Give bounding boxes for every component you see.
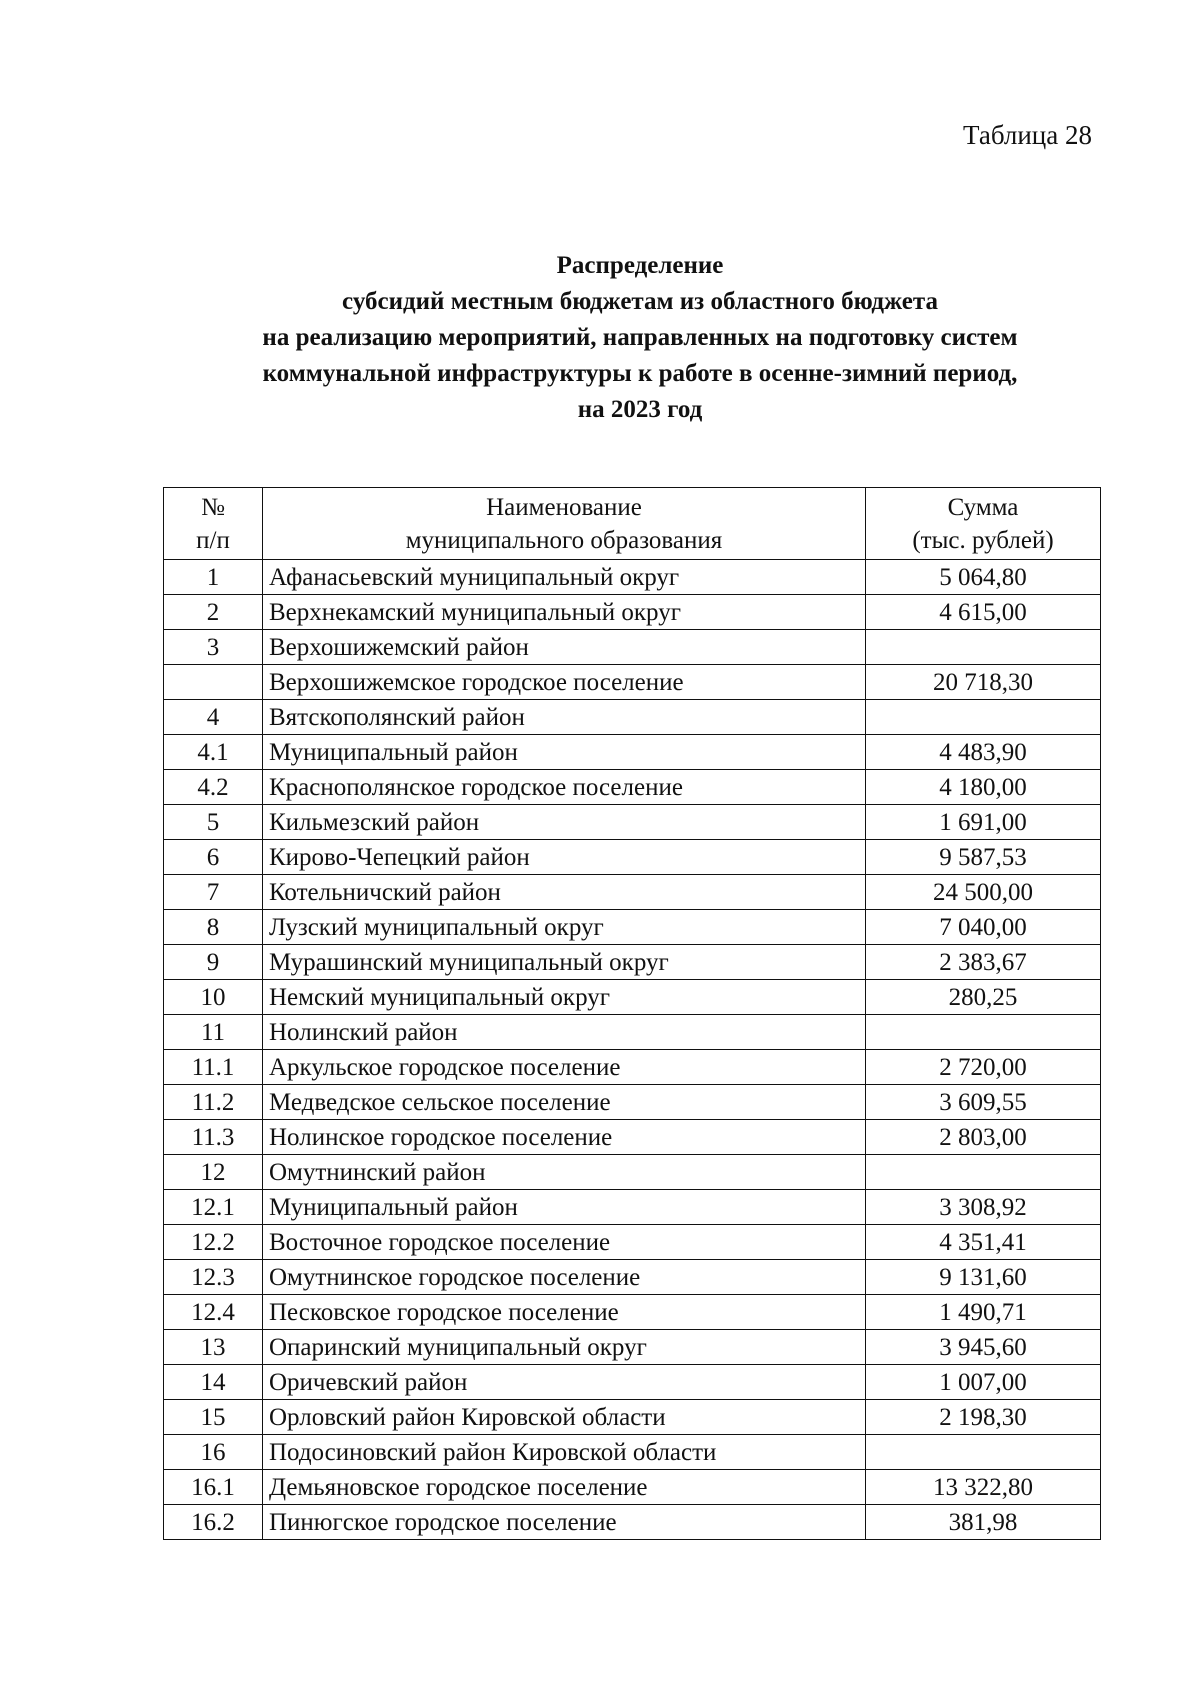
row-number-cell: 7 xyxy=(164,875,263,910)
subsidy-amount-cell: 2 383,67 xyxy=(866,945,1101,980)
header-line: Наименование xyxy=(486,493,642,521)
row-number-cell: 6 xyxy=(164,840,263,875)
municipality-name-cell: Пинюгское городское поселение xyxy=(263,1505,866,1540)
municipality-name-cell: Краснополянское городское поселение xyxy=(263,770,866,805)
municipality-name-cell: Вятскополянский район xyxy=(263,700,866,735)
row-number-cell: 8 xyxy=(164,910,263,945)
row-number-cell: 12.3 xyxy=(164,1260,263,1295)
subsidy-amount-cell: 24 500,00 xyxy=(866,875,1101,910)
municipality-name-cell: Нолинский район xyxy=(263,1015,866,1050)
heading-line: на 2023 год xyxy=(577,396,703,423)
row-number-cell: 2 xyxy=(164,595,263,630)
row-number-cell: 4.1 xyxy=(164,735,263,770)
subsidy-amount-cell: 9 131,60 xyxy=(866,1260,1101,1295)
row-number-cell: 16.2 xyxy=(164,1505,263,1540)
subsidy-amount-cell: 1 490,71 xyxy=(866,1295,1101,1330)
municipality-name-cell: Медведское сельское поселение xyxy=(263,1085,866,1120)
subsidy-amount-cell: 1 691,00 xyxy=(866,805,1101,840)
municipality-name-cell: Опаринский муниципальный округ xyxy=(263,1330,866,1365)
heading-line: на реализацию мероприятий, направленных на подготовку систем xyxy=(262,324,1018,351)
table-row xyxy=(164,980,1101,1015)
row-number-cell: 5 xyxy=(164,805,263,840)
table-row xyxy=(164,735,1101,770)
municipality-name-cell: Котельничский район xyxy=(263,875,866,910)
table-row xyxy=(164,1505,1101,1540)
table-row xyxy=(164,560,1101,595)
subsidy-amount-cell: 4 180,00 xyxy=(866,770,1101,805)
row-number-cell: 11 xyxy=(164,1015,263,1050)
municipality-name-cell: Восточное городское поселение xyxy=(263,1225,866,1260)
row-number-cell: 10 xyxy=(164,980,263,1015)
municipality-name-cell: Муниципальный район xyxy=(263,735,866,770)
row-number-cell: 13 xyxy=(164,1330,263,1365)
municipality-name-cell: Аркульское городское поселение xyxy=(263,1050,866,1085)
table-row xyxy=(164,630,1101,665)
table-row xyxy=(164,1225,1101,1260)
municipality-name-cell: Немский муниципальный округ xyxy=(263,980,866,1015)
subsidy-amount-cell xyxy=(866,630,1101,665)
row-number-cell: 4.2 xyxy=(164,770,263,805)
table-row xyxy=(164,1470,1101,1505)
subsidy-amount-cell: 7 040,00 xyxy=(866,910,1101,945)
municipality-name-cell: Подосиновский район Кировской области xyxy=(263,1435,866,1470)
row-number-cell: 11.1 xyxy=(164,1050,263,1085)
subsidy-amount-cell: 20 718,30 xyxy=(866,665,1101,700)
document-heading xyxy=(160,248,1120,428)
municipality-name-cell: Муниципальный район xyxy=(263,1190,866,1225)
row-number-cell xyxy=(164,665,263,700)
municipality-name-cell: Мурашинский муниципальный округ xyxy=(263,945,866,980)
subsidy-amount-cell: 1 007,00 xyxy=(866,1365,1101,1400)
table-row xyxy=(164,945,1101,980)
municipality-name-cell: Нолинское городское поселение xyxy=(263,1120,866,1155)
municipality-name-cell: Лузский муниципальный округ xyxy=(263,910,866,945)
municipality-name-cell: Кирово-Чепецкий район xyxy=(263,840,866,875)
table-body xyxy=(164,560,1101,1540)
heading-line: субсидий местным бюджетам из областного бюджета xyxy=(342,288,938,315)
column-header-number xyxy=(164,488,263,560)
subsidy-amount-cell: 4 615,00 xyxy=(866,595,1101,630)
table-row xyxy=(164,1330,1101,1365)
row-number-cell: 16 xyxy=(164,1435,263,1470)
subsidy-amount-cell: 5 064,80 xyxy=(866,560,1101,595)
municipality-name-cell: Кильмезский район xyxy=(263,805,866,840)
table-row xyxy=(164,805,1101,840)
row-number-cell: 16.1 xyxy=(164,1470,263,1505)
subsidy-amount-cell xyxy=(866,700,1101,735)
table-row xyxy=(164,840,1101,875)
subsidy-amount-cell: 3 308,92 xyxy=(866,1190,1101,1225)
municipality-name-cell: Верхошижемское городское поселение xyxy=(263,665,866,700)
table-row xyxy=(164,1190,1101,1225)
subsidy-table xyxy=(163,487,1101,1540)
row-number-cell: 11.2 xyxy=(164,1085,263,1120)
table-row xyxy=(164,1155,1101,1190)
row-number-cell: 3 xyxy=(164,630,263,665)
subsidy-amount-cell: 280,25 xyxy=(866,980,1101,1015)
row-number-cell: 14 xyxy=(164,1365,263,1400)
table-header-row xyxy=(164,488,1101,560)
subsidy-amount-cell: 2 803,00 xyxy=(866,1120,1101,1155)
column-header-sum xyxy=(866,488,1101,560)
municipality-name-cell: Верхошижемский район xyxy=(263,630,866,665)
table-row xyxy=(164,875,1101,910)
header-line: п/п xyxy=(196,526,230,554)
table-number-label: Таблица 28 xyxy=(963,120,1092,150)
table-row xyxy=(164,700,1101,735)
table-row xyxy=(164,910,1101,945)
subsidy-amount-cell: 2 198,30 xyxy=(866,1400,1101,1435)
row-number-cell: 9 xyxy=(164,945,263,980)
heading-line: Распределение xyxy=(556,252,724,279)
row-number-cell: 1 xyxy=(164,560,263,595)
row-number-cell: 11.3 xyxy=(164,1120,263,1155)
row-number-cell: 12.4 xyxy=(164,1295,263,1330)
subsidy-amount-cell xyxy=(866,1155,1101,1190)
table-row xyxy=(164,1120,1101,1155)
table-row xyxy=(164,595,1101,630)
header-line: Сумма xyxy=(947,493,1019,521)
row-number-cell: 12.1 xyxy=(164,1190,263,1225)
row-number-cell: 12 xyxy=(164,1155,263,1190)
table-row xyxy=(164,1260,1101,1295)
subsidy-amount-cell: 4 483,90 xyxy=(866,735,1101,770)
row-number-cell: 15 xyxy=(164,1400,263,1435)
header-line: муниципального образования xyxy=(405,526,723,554)
table-row xyxy=(164,1085,1101,1120)
subsidy-amount-cell: 9 587,53 xyxy=(866,840,1101,875)
table-row xyxy=(164,665,1101,700)
subsidy-amount-cell: 13 322,80 xyxy=(866,1470,1101,1505)
row-number-cell: 4 xyxy=(164,700,263,735)
subsidy-amount-cell: 3 945,60 xyxy=(866,1330,1101,1365)
table-row xyxy=(164,1015,1101,1050)
subsidy-amount-cell: 4 351,41 xyxy=(866,1225,1101,1260)
municipality-name-cell: Песковское городское поселение xyxy=(263,1295,866,1330)
municipality-name-cell: Верхнекамский муниципальный округ xyxy=(263,595,866,630)
header-line: № xyxy=(201,493,225,521)
table-row xyxy=(164,1295,1101,1330)
table-row xyxy=(164,770,1101,805)
subsidy-amount-cell: 2 720,00 xyxy=(866,1050,1101,1085)
subsidy-amount-cell xyxy=(866,1435,1101,1470)
table-row xyxy=(164,1050,1101,1085)
table-row xyxy=(164,1400,1101,1435)
row-number-cell: 12.2 xyxy=(164,1225,263,1260)
subsidy-amount-cell xyxy=(866,1015,1101,1050)
header-line: (тыс. рублей) xyxy=(912,526,1054,554)
table-row xyxy=(164,1365,1101,1400)
municipality-name-cell: Оричевский район xyxy=(263,1365,866,1400)
subsidy-amount-cell: 3 609,55 xyxy=(866,1085,1101,1120)
municipality-name-cell: Афанасьевский муниципальный округ xyxy=(263,560,866,595)
municipality-name-cell: Орловский район Кировской области xyxy=(263,1400,866,1435)
municipality-name-cell: Демьяновское городское поселение xyxy=(263,1470,866,1505)
subsidy-amount-cell: 381,98 xyxy=(866,1505,1101,1540)
municipality-name-cell: Омутнинский район xyxy=(263,1155,866,1190)
column-header-name xyxy=(263,488,866,560)
heading-line: коммунальной инфраструктуры к работе в осенне-зимний период, xyxy=(262,360,1018,387)
municipality-name-cell: Омутнинское городское поселение xyxy=(263,1260,866,1295)
table-row xyxy=(164,1435,1101,1470)
